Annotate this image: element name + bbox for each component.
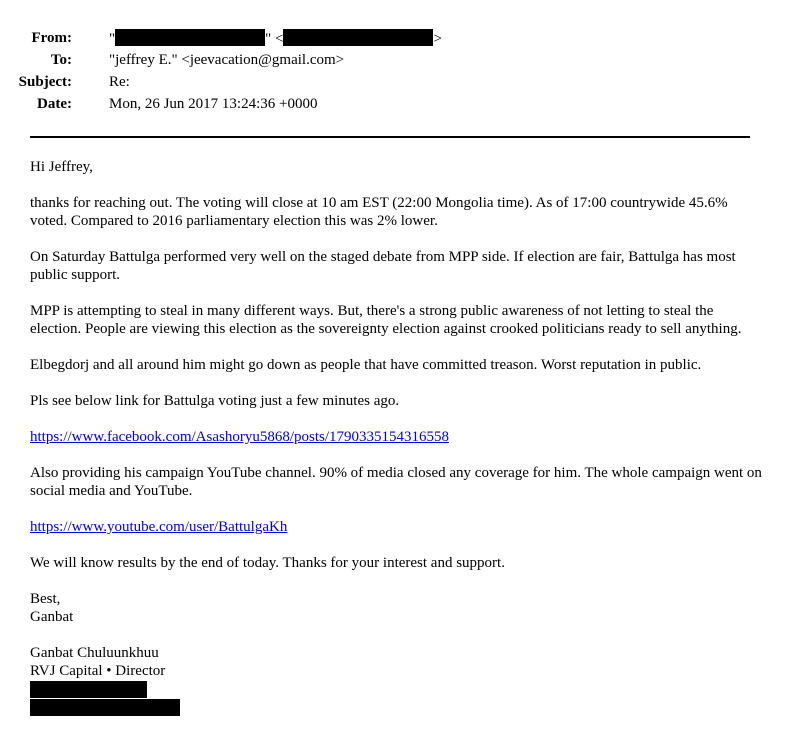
email-body	[30, 158, 765, 716]
paragraph-5: Pls see below link for Battulga voting just a few minutes ago.	[30, 393, 400, 409]
subject-label: Subject:	[18, 74, 72, 90]
paragraph-1: thanks for reaching out. The voting will close at 10 am EST (22:00 Mongolia time). As of 17:00 countrywide 45.6% voted. Compared to 2016 parliamentary election this was 2% lower.	[30, 195, 728, 229]
date-row	[0, 95, 760, 117]
signature-title: RVJ Capital • Director	[30, 663, 166, 679]
link-paragraph-1	[30, 428, 765, 446]
link-paragraph-2	[30, 518, 765, 536]
header-divider	[30, 136, 750, 138]
redacted-sender-name	[115, 29, 265, 46]
date-value: Mon, 26 Jun 2017 13:24:36 +0000	[109, 96, 318, 112]
date-label: Date:	[37, 96, 72, 112]
to-label: To:	[50, 52, 72, 68]
redacted-sender-email	[283, 29, 433, 46]
from-value: " " < >	[109, 31, 442, 47]
closing-name: Ganbat	[30, 609, 74, 625]
paragraph-7: We will know results by the end of today. Thanks for your interest and support.	[30, 555, 505, 571]
to-value: "jeffrey E." <jeevacation@gmail.com>	[109, 52, 345, 68]
signature	[30, 644, 765, 716]
paragraph-2: On Saturday Battulga performed very well on the staged debate from MPP side. If election are fair, Battulga has most public support.	[30, 249, 736, 283]
closing-text: Best,	[30, 591, 61, 607]
paragraph-4: Elbegdorj and all around him might go down as people that have committed treason. Worst reputation in public.	[30, 357, 702, 373]
signature-name: Ganbat Chuluunkhuu	[30, 645, 159, 661]
to-row	[0, 51, 760, 73]
paragraph-3: MPP is attempting to steal in many different ways. But, there's a strong public awareness of not letting to steal the election. People are viewing this election as the sovereignty election against crooked politicians ready to sell anything.	[30, 303, 742, 337]
subject-value: Re:	[109, 74, 130, 90]
redacted-signature-line-1	[30, 681, 147, 698]
from-row	[0, 29, 760, 51]
closing	[30, 590, 765, 626]
youtube-link[interactable]: https://www.youtube.com/user/BattulgaKh	[30, 519, 288, 535]
greeting: Hi Jeffrey,	[30, 159, 93, 175]
redacted-signature-line-2	[30, 699, 180, 716]
subject-row	[0, 73, 760, 95]
paragraph-6: Also providing his campaign YouTube channel. 90% of media closed any coverage for him. The whole campaign went on social media and YouTube.	[30, 465, 762, 499]
email-header	[0, 29, 760, 117]
facebook-link[interactable]: https://www.facebook.com/Asashoryu5868/posts/1790335154316558	[30, 429, 449, 445]
from-label: From:	[31, 30, 72, 46]
